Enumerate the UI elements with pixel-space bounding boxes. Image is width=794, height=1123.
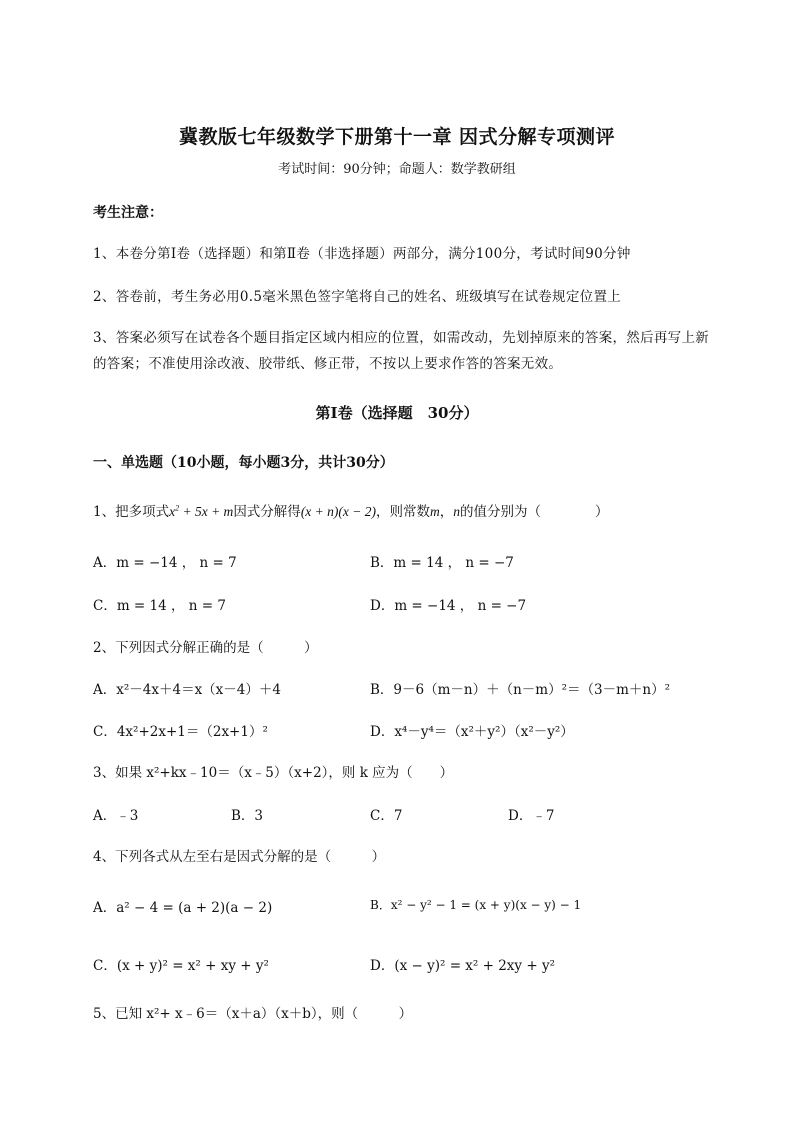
question-2-option-a[interactable]: A．x²－4x＋4＝x（x－4）＋4: [93, 682, 281, 698]
factored-expression: (x + n)(x − 2): [300, 504, 376, 519]
question-2-option-d[interactable]: D．x⁴－y⁴＝（x²＋y²）（x²－y²）: [370, 724, 574, 740]
page-title: 冀教版七年级数学下册第十一章 因式分解专项测评: [178, 126, 616, 148]
question-4-option-d[interactable]: D．(x − y)² = x² + 2xy + y²: [370, 958, 555, 974]
question-1-option-a[interactable]: A．m = −14 ， n = 7: [93, 555, 237, 571]
notice-heading: 考生注意：: [93, 205, 163, 221]
question-2-option-c[interactable]: C．4x²+2x+1＝（2x+1）²: [93, 724, 268, 740]
question-3-option-d[interactable]: D．﹣7: [508, 808, 555, 824]
question-4-option-c[interactable]: C．(x + y)² = x² + xy + y²: [93, 958, 269, 974]
question-4-stem: 4、下列各式从左至右是因式分解的是（ ）: [93, 849, 386, 865]
question-5-stem: 5、已知 x²+ x﹣6＝（x＋a）（x＋b），则（ ）: [93, 1006, 413, 1022]
question-1-option-d[interactable]: D．m = −14 ， n = −7: [370, 598, 527, 614]
notice-item-2: 2、答卷前，考生务必用0.5毫米黑色签字笔将自己的姓名、班级填写在试卷规定位置上: [93, 289, 622, 305]
notice-item-1: 1、本卷分第I卷（选择题）和第Ⅱ卷（非选择题）两部分，满分100分，考试时间90分钟: [93, 246, 631, 262]
exam-subtitle: 考试时间：90分钟；命题人：数学教研组: [278, 162, 516, 177]
notice-item-3-cont: 的答案；不准使用涂改液、胶带纸、修正带，不按以上要求作答的答案无效。: [93, 356, 563, 372]
question-1-option-c[interactable]: C．m = 14 ， n = 7: [93, 598, 226, 614]
question-3-option-c[interactable]: C．7: [370, 808, 403, 824]
question-4-option-a[interactable]: A．a² − 4 = (a + 2)(a − 2): [93, 900, 273, 916]
question-1-option-b[interactable]: B．m = 14 ， n = −7: [370, 555, 514, 571]
notice-item-3: 3、答案必须写在试卷各个题目指定区域内相应的位置，如需改动，先划掉原来的答案，然后再写上新: [93, 330, 710, 346]
section-title: 第I卷（选择题 30分）: [315, 404, 479, 422]
question-3-option-a[interactable]: A．﹣3: [93, 808, 139, 824]
part-title: 一、单选题（10小题，每小题3分，共计30分）: [93, 455, 394, 471]
question-3-option-b[interactable]: B．3: [231, 808, 264, 824]
question-2-stem: 2、下列因式分解正确的是（ ）: [93, 640, 318, 656]
question-2-option-b[interactable]: B．9－6（m－n）＋（n－m）²＝（3－m＋n）²: [370, 682, 670, 698]
question-3-stem: 3、如果 x²+kx﹣10＝（x﹣5）（x+2），则 k 应为（ ）: [93, 765, 454, 781]
question-1-stem: 1、把多项式$x^2 + 5x + m$因式分解得(x + n)(x − 2)，则常数m，n的值分别为（ ）: [93, 503, 609, 520]
question-4-option-b[interactable]: B．x² − y² − 1 = (x + y)(x − y) − 1: [370, 898, 582, 912]
polynomial-expression: $x^2 + 5x + m$: [169, 503, 234, 519]
